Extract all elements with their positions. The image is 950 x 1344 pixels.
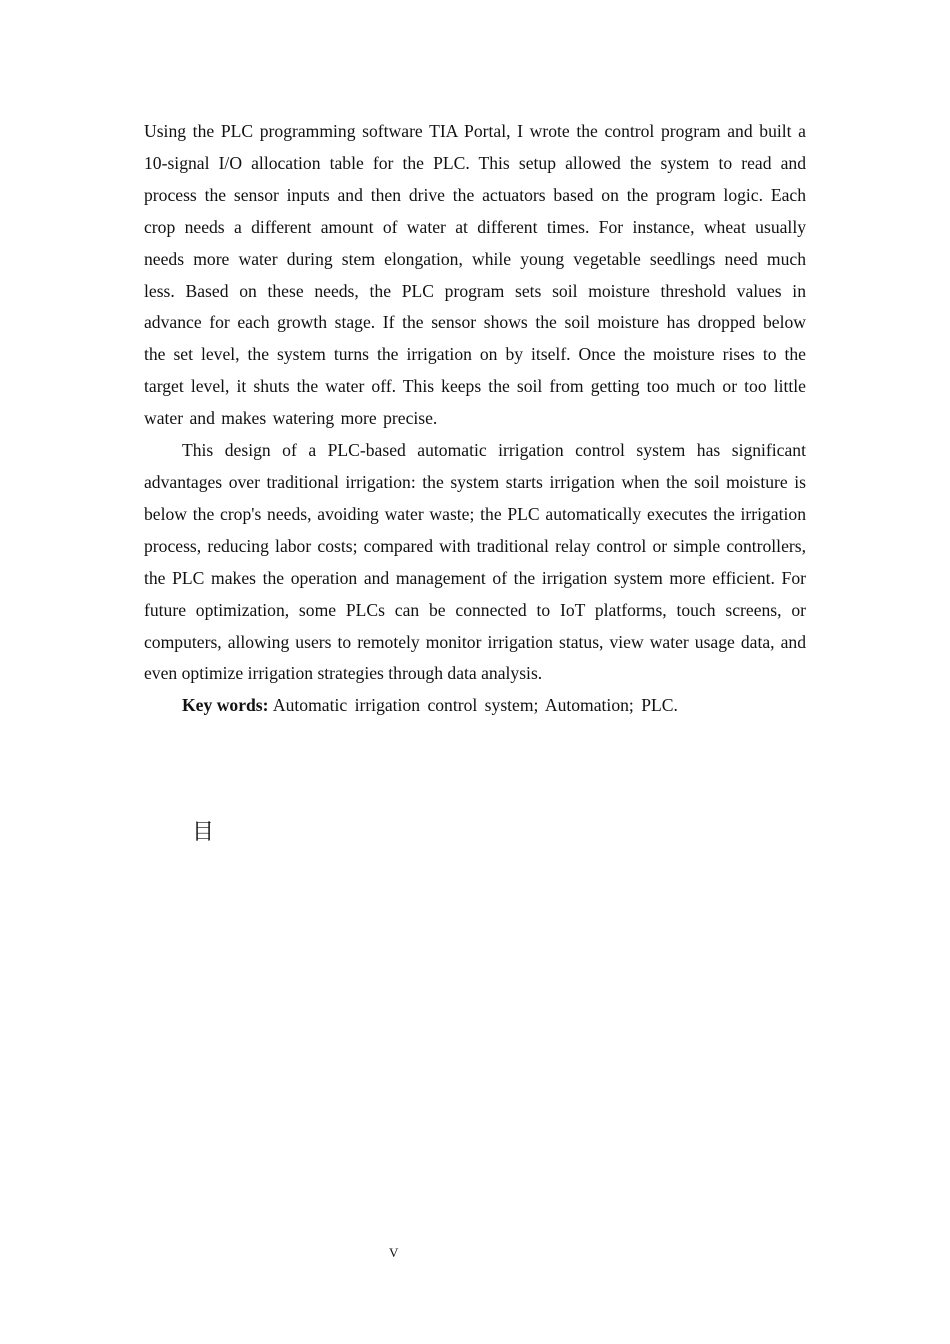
page-number: V <box>389 1245 399 1260</box>
keywords-line <box>144 690 806 722</box>
toc-heading-glyph: 目 <box>192 820 215 845</box>
abstract-paragraph-2: This design of a PLC-based automatic irrigation control system has significant advantages over traditional irrigation: the system starts irrigation when the soil moisture is below the crop's needs, avoiding water waste; the PLC automatically executes the irrigation process, reducing labor costs; compared with traditional relay control or simple controllers, the PLC makes the operation and management of the irrigation system more efficient. For future optimization, some PLCs can be connected to IoT platforms, touch screens, or computers, allowing users to remotely monitor irrigation status, view water usage data, and even optimize irrigation strategies through data analysis. <box>144 440 806 684</box>
abstract-body <box>144 116 806 722</box>
keywords-label: Key words: <box>182 695 269 716</box>
abstract-paragraph-1: Using the PLC programming software TIA Portal, I wrote the control program and built a 10-signal I/O allocation table for the PLC. This setup allowed the system to read and process the sensor inputs and then drive the actuators based on the program logic. Each crop needs a different amount of water at different times. For instance, wheat usually needs more water during stem elongation, while young vegetable seedlings need much less. Based on these needs, the PLC program sets soil moisture threshold values in advance for each growth stage. If the sensor shows the soil moisture has dropped below the set level, the system turns the irrigation on by itself. Once the moisture rises to the target level, it shuts the water off. This keeps the soil from getting too much or too little water and makes watering more precise. <box>144 121 806 429</box>
keywords-text: Automatic irrigation control system; Automation; PLC. <box>272 695 678 716</box>
